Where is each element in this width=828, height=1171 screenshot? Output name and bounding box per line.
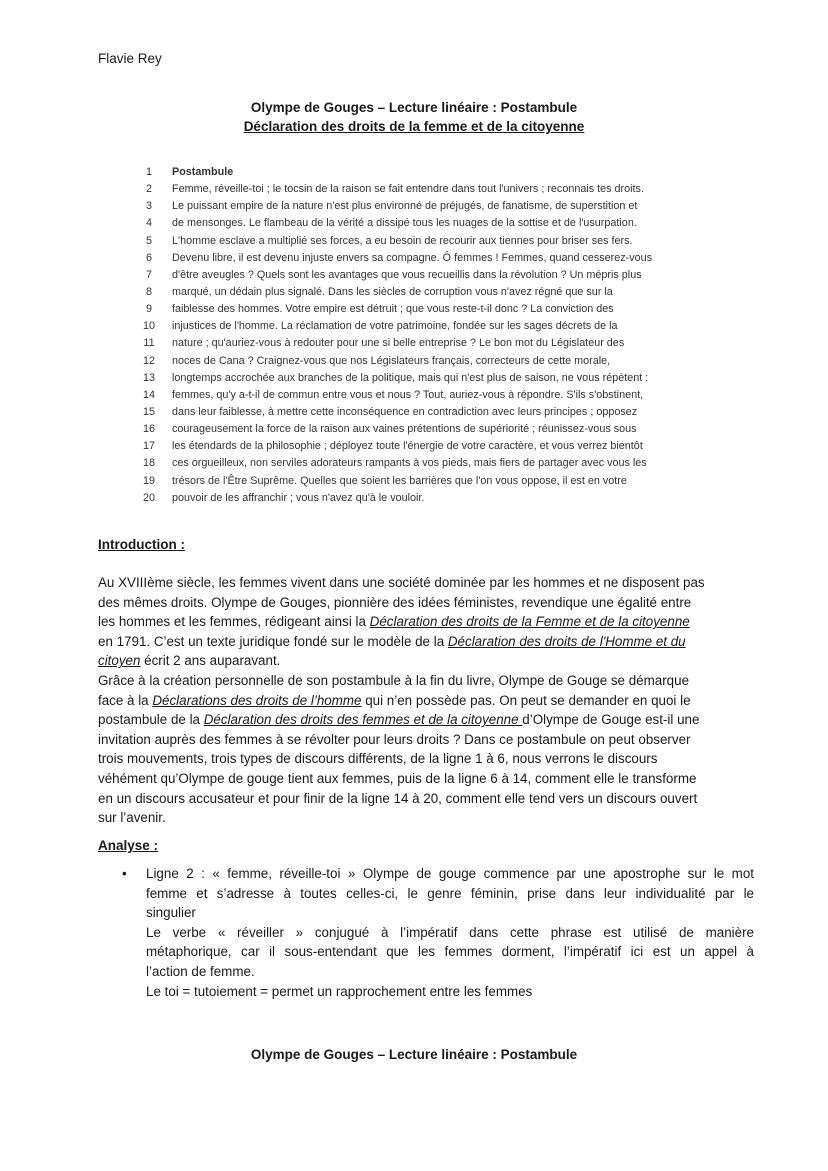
heading-colon: : <box>149 838 159 853</box>
bullet-line: Le verbe « réveiller » conjugué à l’impératif dans cette phrase est utilisé de manière <box>146 924 754 940</box>
work-title-reference: citoyen <box>98 653 141 669</box>
line-number: 7 <box>145 268 152 281</box>
intro-line <box>98 691 705 711</box>
intro-text: en un discours accusateur et pour finir de la ligne 14 à 20, comment elle tend vers un discours ouvert <box>98 790 698 806</box>
poem-line-text: noces de Cana ? Craignez-vous que nos Législateurs français, correcteurs de cette morale, <box>172 354 611 367</box>
work-title-reference: Déclaration des droits de l'Homme et du <box>447 633 686 649</box>
poem-line <box>140 473 652 490</box>
line-number: 16 <box>142 423 155 436</box>
analysis-bullet-body <box>146 864 754 1001</box>
poem-line <box>140 421 652 438</box>
poem-line-text: Le puissant empire de la nature n'est plus environné de préjugés, de fanatisme, de superstition et <box>172 200 638 213</box>
intro-line <box>98 671 705 691</box>
analyse-heading-label: Analyse <box>98 838 150 853</box>
bullet-line: l’action de femme. <box>146 963 255 979</box>
poem-line-text: ces orgueilleux, non serviles adorateurs rampants à vos pieds, mais fiers de partager avec vous les <box>172 457 647 470</box>
intro-line <box>98 749 705 769</box>
intro-line <box>98 632 705 652</box>
poem-line-text: Femme, réveille-toi ; le tocsin de la raison se fait entendre dans tout l'univers ; reconnais tes droits. <box>172 183 644 196</box>
work-title-reference: Déclaration des droits des femmes et de la citoyenne <box>203 712 523 728</box>
introduction-paragraph <box>98 573 705 828</box>
document-subtitle: Déclaration des droits de la femme et de la citoyenne <box>243 119 585 134</box>
poem-line <box>140 370 652 387</box>
intro-text: postambule de la <box>98 712 204 728</box>
poem-line-text: dans leur faiblesse, à mettre cette inconséquence en contradiction avec leurs principes ; opposez <box>172 405 638 418</box>
intro-line <box>98 612 705 632</box>
poem-line-text: femmes, qu'y a-t-il de commun entre vous et nous ? Tout, auriez-vous à répondre. S'ils s'obstinent, <box>172 388 644 401</box>
line-number: 10 <box>142 320 155 333</box>
poem-line <box>140 250 652 267</box>
poem-line <box>140 318 652 335</box>
line-number: 11 <box>143 337 155 350</box>
intro-text: d’Olympe de Gouge est-il une <box>522 712 700 728</box>
poem-line-text: nature ; qu'auriez-vous à redouter pour une si belle entreprise ? Le bon mot du Législateur des <box>172 337 625 350</box>
poem-line-text: trésors de l'Être Suprême. Quelles que soient les barrières que l'on vous oppose, il est en votre <box>172 474 627 487</box>
intro-line <box>98 710 705 730</box>
bullet-line: Ligne 2 : « femme, réveille-toi » Olympe de gouge commence par une apostrophe sur le mot <box>146 866 754 881</box>
bullet-line: Le toi = tutoiement = permet un rapprochement entre les femmes <box>146 983 533 999</box>
poem-line <box>140 301 652 318</box>
intro-text: en 1791. C’est un texte juridique fondé sur le modèle de la <box>98 633 448 649</box>
work-title-reference: Déclaration des droits de la Femme et de la citoyenne <box>369 614 690 630</box>
poem-line-text: marqué, un dédain plus signalé. Dans les siècles de corruption vous n'avez régné que sur la <box>172 285 613 298</box>
intro-text: face à la <box>98 692 153 708</box>
intro-line <box>98 651 705 671</box>
intro-text: invitation auprès des femmes à se révolter pour leurs droits ? Dans ce postambule on peut observer <box>98 731 691 747</box>
intro-text: sur l’avenir. <box>98 810 166 826</box>
author-name: Flavie Rey <box>98 51 162 66</box>
poem-line <box>140 387 652 404</box>
bullet-line: métaphorique, car il sous-entendant que les femmes dorment, l’impératif ici est un appel à <box>146 944 754 960</box>
line-number: 15 <box>142 405 155 418</box>
line-number: 4 <box>145 217 152 230</box>
poem-line <box>140 284 652 301</box>
poem-line-text: Devenu libre, il est devenu injuste envers sa compagne. Ô femmes ! Femmes, quand cesserez-vous <box>172 251 653 264</box>
poem-line-text: d'être aveugles ? Quels sont les avantages que vous recueillis dans la révolution ? Un mépris plus <box>172 268 642 281</box>
bullet-icon: • <box>122 866 127 881</box>
poem-line-text: faiblesse des hommes. Votre empire est détruit ; que vous reste-t-il donc ? La conviction des <box>172 303 614 316</box>
line-number: 3 <box>145 200 152 213</box>
line-number: 9 <box>145 303 152 316</box>
analyse-heading <box>98 838 158 853</box>
line-number: 13 <box>142 371 155 384</box>
poem-line-text: Postambule <box>172 166 234 178</box>
intro-text: qui n’en possède pas. On peut se demander en quoi le <box>361 692 691 708</box>
intro-line <box>98 593 705 613</box>
heading-colon: : <box>176 537 185 552</box>
footer-title: Olympe de Gouges – Lecture linéaire : Postambule <box>250 1047 578 1062</box>
bullet-line: singulier <box>146 905 196 921</box>
poem-line <box>140 404 652 421</box>
bullet-line: femme et s’adresse à toutes celles-ci, le genre féminin, prise dans leur individualité par le <box>146 885 754 901</box>
intro-line <box>98 769 705 789</box>
intro-text: Grâce à la création personnelle de son postambule à la fin du livre, Olympe de Gouge se démarque <box>98 672 690 688</box>
line-number: 18 <box>142 457 155 470</box>
introduction-heading <box>98 537 185 552</box>
intro-line <box>98 808 705 828</box>
intro-line <box>98 730 705 750</box>
document-title: Olympe de Gouges – Lecture linéaire : Postambule <box>250 100 578 115</box>
poem-line-text: courageusement la force de la raison aux vaines prétentions de supériorité ; réunissez-vous sous <box>172 423 637 436</box>
poem-line <box>140 353 652 370</box>
poem-line-text: longtemps accrochée aux branches de la politique, mais qui n'est plus de saison, ne vous répètent : <box>172 371 649 384</box>
intro-line <box>98 573 705 593</box>
line-number: 12 <box>142 354 155 367</box>
poem-line <box>140 233 652 250</box>
poem-line-text: injustices de l'homme. La réclamation de votre patrimoine, fondée sur les sages décrets de la <box>172 320 618 333</box>
poem-line-text: pouvoir de les affranchir ; vous n'avez qu'à le vouloir. <box>172 491 425 504</box>
intro-text: véhément qu’Olympe de gouge tient aux femmes, puis de la ligne 6 à 14, comment elle le transforme <box>98 770 697 786</box>
poem-line <box>140 438 652 455</box>
poem-line <box>140 335 652 352</box>
line-number: 17 <box>142 440 155 453</box>
line-number: 8 <box>145 285 152 298</box>
line-number: 5 <box>145 234 152 247</box>
poem-line <box>140 267 652 284</box>
poem-line <box>140 490 652 507</box>
poem-line <box>140 215 652 232</box>
work-title-reference: Déclarations des droits de l’homme <box>152 692 362 708</box>
line-number: 2 <box>145 183 152 196</box>
poem-line-text: les étendards de la philosophie ; déployez toute l'énergie de votre caractère, et vous verrez bientôt <box>172 440 643 453</box>
poem-line-text: L'homme esclave a multiplié ses forces, a eu besoin de recourir aux tiennes pour briser ses fers. <box>172 234 633 247</box>
line-number: 20 <box>142 491 155 504</box>
intro-text: des mêmes droits. Olympe de Gouges, pionnière des idées féministes, revendique une égalité entre <box>98 594 692 610</box>
introduction-heading-label: Introduction <box>98 537 177 552</box>
postambule-text <box>140 164 652 507</box>
poem-line <box>140 181 652 198</box>
poem-line-text: de mensonges. Le flambeau de la vérité a dissipé tous les nuages de la sottise et de l'usurpation. <box>172 217 637 230</box>
intro-line <box>98 789 705 809</box>
line-number: 19 <box>142 474 155 487</box>
poem-line <box>140 455 652 472</box>
intro-text: trois mouvements, trois types de discours différents, de la ligne 1 à 6, nous verrons le discours <box>98 751 658 767</box>
intro-text: écrit 2 ans auparavant. <box>140 653 281 669</box>
poem-line <box>140 198 652 215</box>
line-number: 14 <box>142 388 155 401</box>
poem-line <box>140 164 652 181</box>
intro-text: Au XVIIIème siècle, les femmes vivent dans une société dominée par les hommes et ne disposent pas <box>98 575 705 590</box>
intro-text: les hommes et les femmes, rédigeant ainsi la <box>98 614 370 630</box>
line-number: 1 <box>145 166 152 178</box>
line-number: 6 <box>145 251 152 264</box>
